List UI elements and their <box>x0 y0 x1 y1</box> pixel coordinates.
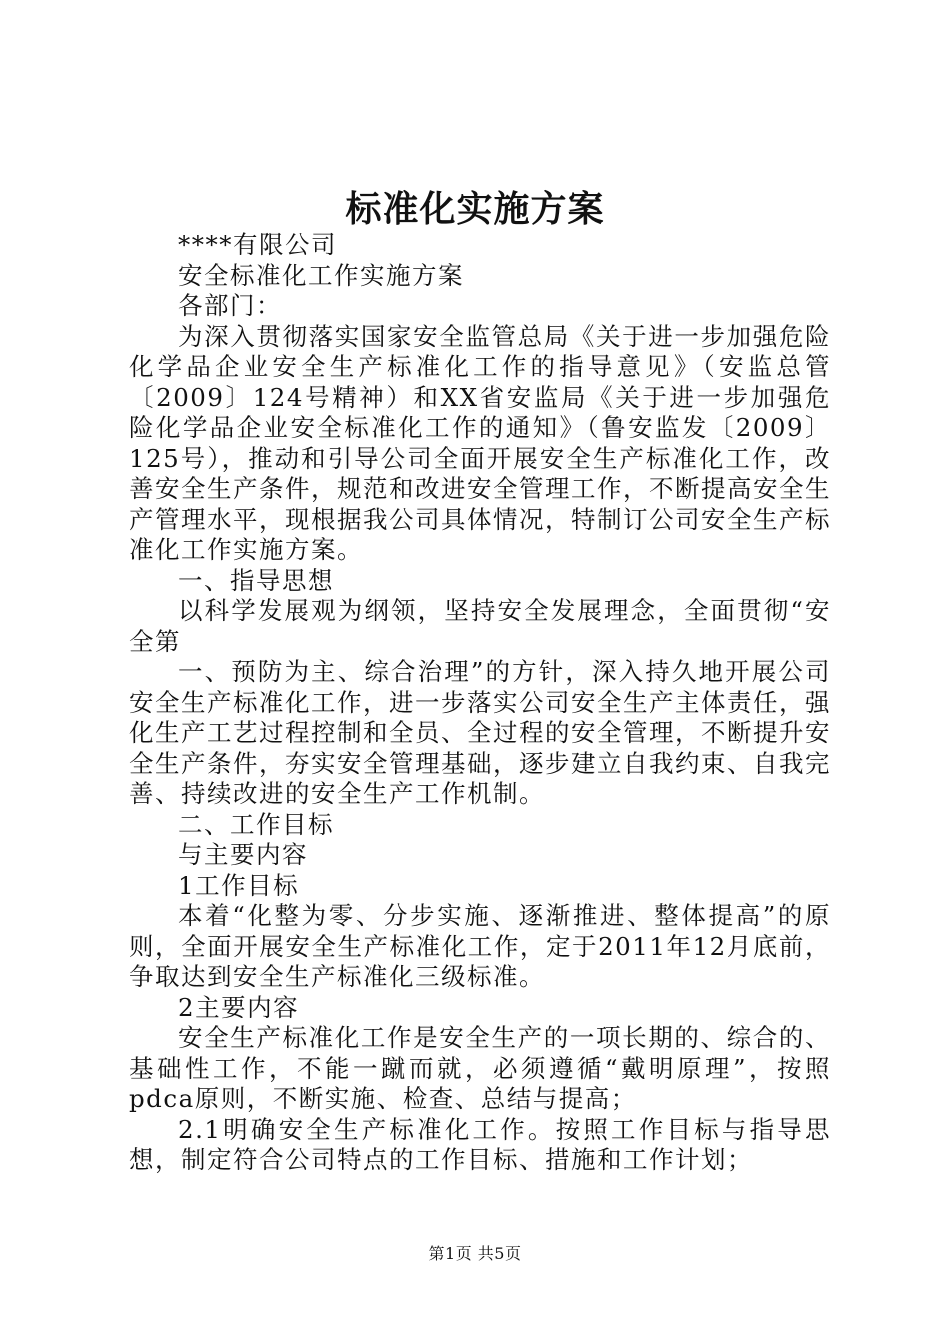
salutation: 各部门： <box>178 291 282 320</box>
work-goals-paragraph: 本着“化整为零、分步实施、逐渐推进、整体提高”的原则，全面开展安全生产标准化工作，定于2011年12月底前，争取达到安全生产标准化三级标准。 <box>129 901 831 991</box>
section-heading-work-goals: 二、工作目标 <box>178 809 334 839</box>
intro-paragraph: 为深入贯彻落实国家安全监管总局《关于进一步加强危险化学品企业安全生产标准化工作的指导意见》（安监总管〔2009〕124号精神）和XX省安监局《关于进一步加强危险化学品企业安全标准化工作的通知》（鲁安监发〔2009〕125号），推动和引导公司全面开展安全生产标准化工作，改善安全生产条件，规范和改进安全管理工作，不断提高安全生产管理水平，现根据我公司具体情况，特制订公司安全生产标准化工作实施方案。 <box>129 321 831 564</box>
page-number-footer: 第1页 共5页 <box>428 1244 522 1263</box>
section-heading-main-content: 与主要内容 <box>178 840 308 869</box>
guiding-ideology-paragraph-2: 一、预防为主、综合治理”的方针，深入持久地开展公司安全生产标准化工作，进一步落实公司安全生产主体责任，强化生产工艺过程控制和全员、全过程的安全管理，不断提升安全生产条件，夯实安全管理基础，逐步建立自我约束、自我完善、持续改进的安全生产工作机制。 <box>129 657 831 808</box>
item-2-1-paragraph: 2.1明确安全生产标准化工作。按照工作目标与指导思想，制定符合公司特点的工作目标、措施和工作计划； <box>129 1114 831 1174</box>
subheading-main-content: 2主要内容 <box>178 992 300 1022</box>
main-content-paragraph: 安全生产标准化工作是安全生产的一项长期的、综合的、基础性工作，不能一蹴而就，必须遵循“戴明原理”，按照pdca原则，不断实施、检查、总结与提高； <box>129 1023 831 1113</box>
subheading-work-goals: 1工作目标 <box>178 870 300 900</box>
section-heading-guiding-ideology: 一、指导思想 <box>178 565 334 595</box>
document-title: 标准化实施方案 <box>345 188 605 230</box>
plan-subtitle: 安全标准化工作实施方案 <box>178 260 464 290</box>
document-body <box>129 230 831 1176</box>
company-name: ****有限公司 <box>178 230 337 259</box>
guiding-ideology-paragraph-1: 以科学发展观为纲领，坚持安全发展理念，全面贯彻“安全第 <box>129 596 831 656</box>
